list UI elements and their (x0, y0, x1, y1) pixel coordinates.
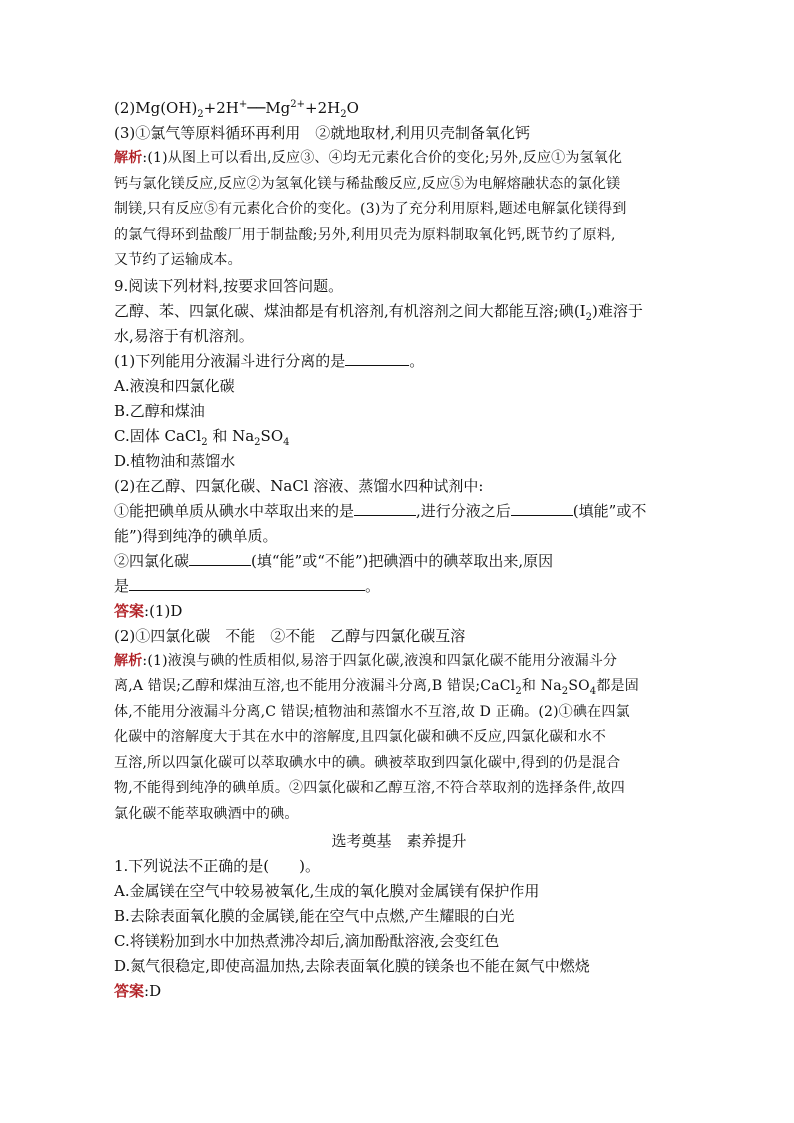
question-1-title: 1.下列说法不正确的是( )。 (114, 857, 321, 875)
option-c: C.固体 CaCl$_2$ 和 $Na_2SO_4$ (114, 426, 290, 448)
q1-option-c: C.将镁粉加到水中加热煮沸冷却后,滴加酚酞溶液,会变红色 (114, 932, 500, 950)
option-b: B.乙醇和煤油 (114, 401, 205, 420)
answer-blank (345, 351, 409, 366)
question-9-sub2-1-cont: 能”)得到纯净的碘单质。 (114, 526, 278, 545)
explanation-label: 解析 (114, 150, 143, 166)
answer-1: 答案:D (114, 982, 162, 1000)
answer-blank (511, 501, 573, 516)
answer-label: 答案 (114, 601, 145, 620)
question-9-material-2: 水,易溶于有机溶剂。 (114, 326, 254, 345)
q1-option-b: B.去除表面氧化膜的金属镁,能在空气中点燃,产生耀眼的白光 (114, 907, 515, 925)
question-9-sub2-2-cont: 是 。 (114, 576, 381, 595)
prev-explanation: 解析:(1)从图上可以看出,反应③、④均无元素化合价的变化;另外,反应①为氢氧化 钙与氯化镁反应,反应②为氢氧化镁与稀盐酸反应,反应⑤为电解熔融状态的氯化镁 制镁,只有反应⑤有元素化合价的变化。(3)为了充分利用原料,题述电解氯化镁得到 的氯气得环到盐酸厂用于制盐酸;另外,利用贝壳为原料制取氧化钙,既节约了原料, 又节约了运输成本。 (114, 150, 627, 268)
explanation-label: 解析 (114, 652, 143, 669)
prev-answer-3: (3)①氯气等原料循环再利用 ②就地取材,利用贝壳制备氧化钙 (114, 124, 531, 142)
content (114, 96, 684, 1004)
option-a: A.液溴和四氯化碳 (114, 376, 235, 395)
question-9-material-1: 乙醇、苯、四氯化碳、煤油都是有机溶剂,有机溶剂之间大都能互溶;碘$(I_2)$难溶于 (114, 301, 643, 323)
answer-blank (354, 501, 416, 516)
prev-answer-2: $(2)Mg(OH)_2+2H^+──Mg^{2+}+2H_2O$ (114, 99, 359, 120)
q9-explanation: 解析:(1)液溴与碘的性质相似,易溶于四氯化碳,液溴和四氯化碳不能用分液漏斗分 离,A 错误;乙醇和煤油互溶,也不能用分液漏斗分离,B 错误;CaCl$_2$和 $Na_2SO_4$都是固 体,不能用分液漏斗分离,C 错误;植物油和蒸馏水不互溶,故 D 正确。(2)①碘在四氯 化碳中的溶解度大于其在水中的溶解度,且四氯化碳和碘不反应,四氯化碳和水不 互溶,所以四氯化碳可以萃取碘水中的碘。碘被萃取到四氯化碳中,得到的仍是混合 物,不能得到纯净的碘单质。②四氯化碳和乙醇互溶,不符合萃取剂的选择条件,故四 氯化碳不能萃取碘酒中的碘。 (114, 652, 639, 822)
section-title: 选考奠基 素养提升 (331, 832, 467, 850)
answer-blank (129, 576, 365, 591)
answer-label: 答案 (114, 982, 145, 1000)
question-9-sub1: (1)下列能用分液漏斗进行分离的是 。 (114, 351, 425, 370)
q1-option-d: D.氮气很稳定,即使高温加热,去除表面氧化膜的镁条也不能在氮气中燃烧 (114, 957, 590, 975)
question-9-sub2-1: ①能把碘单质从碘水中萃取出来的是 ,进行分液之后 (填能”或不 (114, 501, 647, 520)
answer-9-line1: 答案:(1)D (114, 601, 183, 620)
answer-blank (189, 551, 251, 566)
question-9-title: 9.阅读下列材料,按要求回答问题。 (114, 276, 344, 295)
option-d: D.植物油和蒸馏水 (114, 451, 236, 470)
answer-9-line2: (2)①四氯化碳 不能 ②不能 乙醇与四氯化碳互溶 (114, 626, 466, 645)
q1-option-a: A.金属镁在空气中较易被氧化,生成的氧化膜对金属镁有保护作用 (114, 882, 540, 900)
question-9-sub2: (2)在乙醇、四氯化碳、NaCl 溶液、蒸馏水四种试剂中: (114, 476, 484, 495)
question-9-sub2-2: ②四氯化碳 (填“能”或“不能”)把碘酒中的碘萃取出来,原因 (114, 551, 554, 570)
